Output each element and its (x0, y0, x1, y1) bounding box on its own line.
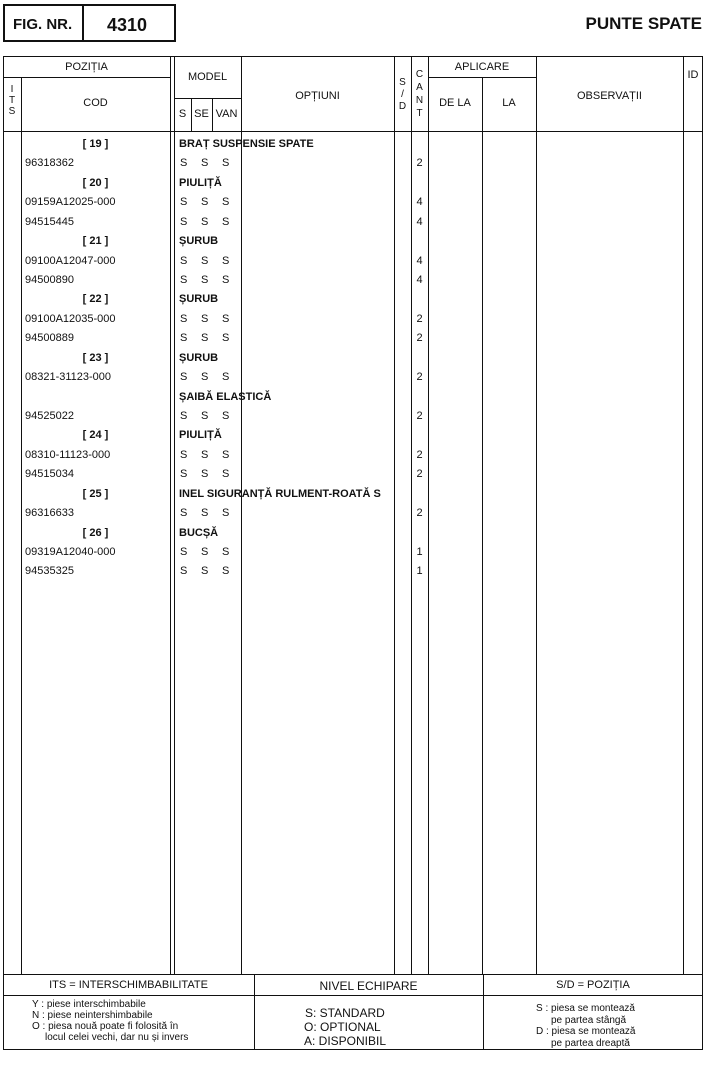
fig-label: FIG. NR. (13, 16, 73, 33)
quantity-value: 1 (416, 546, 423, 559)
legend-its-line: N : piese neintershimbabile (32, 1010, 153, 1021)
position-description: PIULIȚĂ (179, 429, 222, 442)
model-se-value: S (201, 546, 209, 559)
legend-its-line: Y : piese interschimbabile (32, 999, 146, 1010)
model-se-value: S (201, 196, 209, 209)
quantity-value: 2 (416, 507, 423, 520)
position-description: BRAȚ SUSPENSIE SPATE (179, 138, 314, 150)
legend-sd-list (536, 1003, 696, 1049)
header-la: LA (502, 97, 516, 109)
model-s-value: S (180, 332, 188, 345)
header-model: MODEL (187, 71, 228, 83)
quantity-value: 2 (416, 468, 423, 481)
header-its-char: T (8, 95, 16, 106)
model-se-value: S (201, 215, 209, 228)
col-div-cant (428, 56, 429, 974)
legend-sd-line: pe partea dreaptă (551, 1037, 630, 1049)
position-number: [ 19 ] (82, 138, 109, 150)
header-cant-char: T (416, 108, 423, 119)
part-code: 94500890 (25, 274, 74, 286)
col-div-optiuni (394, 56, 395, 974)
part-code: 94525022 (25, 410, 74, 423)
header-id: ID (687, 69, 699, 81)
part-code: 09100A12047-000 (25, 254, 116, 267)
model-se-value: S (201, 157, 209, 170)
model-s-value: S (180, 507, 188, 520)
col-div-dela (482, 77, 483, 974)
position-number: [ 22 ] (82, 293, 109, 306)
header-its (3, 84, 21, 117)
quantity-value: 4 (416, 215, 423, 228)
quantity-value: 4 (416, 196, 423, 209)
part-code: 09159A12025-000 (25, 196, 116, 209)
header-rule-top (3, 77, 170, 78)
model-s-value: S (180, 371, 188, 384)
model-s-value: S (180, 546, 188, 559)
position-number: [ 26 ] (82, 526, 109, 539)
model-van-value: S (222, 507, 230, 520)
model-s-value: S (180, 254, 188, 267)
page-title: PUNTE SPATE (585, 14, 702, 33)
col-div-model-right (241, 56, 242, 974)
legend-sd-line: S : piesa se montează (536, 1003, 635, 1014)
part-code: 09100A12035-000 (25, 312, 116, 325)
header-sd-char: / (401, 89, 404, 100)
position-number: [ 20 ] (82, 176, 109, 189)
model-van-value: S (222, 215, 230, 228)
model-s-value: S (180, 274, 188, 286)
model-se-value: S (201, 507, 209, 520)
header-cant (411, 68, 428, 120)
header-bottom-rule (3, 131, 703, 132)
model-van-value: S (222, 410, 230, 423)
legend-sd-line: pe partea stângă (551, 1014, 627, 1026)
col-div-cod (170, 56, 171, 974)
header-cant-char: N (415, 95, 424, 106)
quantity-value: 2 (416, 371, 423, 384)
model-s-value: S (180, 196, 188, 209)
header-cod: COD (83, 97, 108, 109)
quantity-value: 1 (416, 565, 423, 578)
header-cant-char: A (416, 82, 423, 93)
header-model-se: SE (194, 108, 209, 120)
model-s-value: S (180, 312, 188, 325)
position-description: BUCȘĂ (179, 526, 219, 539)
model-s-value: S (180, 157, 188, 170)
header-sd (394, 77, 411, 113)
quantity-value: 2 (416, 448, 423, 461)
model-van-value: S (222, 468, 230, 481)
model-se-value: S (201, 254, 209, 267)
header-its-char: S (8, 106, 16, 117)
model-van-value: S (222, 196, 230, 209)
header-pozitia: POZIȚIA (65, 61, 108, 73)
model-se-value: S (201, 565, 209, 578)
part-code: 08310-11123-000 (25, 448, 111, 461)
model-van-value: S (222, 565, 230, 578)
legend-nivel-line: O: OPTIONAL (304, 1020, 381, 1034)
part-code: 08321-31123-000 (25, 371, 112, 384)
model-van-value: S (222, 157, 230, 170)
header-its-char: I (10, 84, 14, 95)
model-se-value: S (201, 410, 209, 423)
model-van-value: S (222, 332, 230, 345)
model-s-value: S (180, 448, 188, 461)
fig-number-box (82, 4, 176, 42)
part-code: 94500889 (25, 332, 74, 345)
header-aplicare: APLICARE (454, 61, 510, 73)
position-description: ȘAIBĂ ELASTICĂ (179, 390, 272, 403)
model-s-value: S (180, 468, 188, 481)
model-se-value: S (201, 468, 209, 481)
col-div-its (21, 77, 22, 974)
model-se-value: S (201, 448, 209, 461)
header-rule-model (174, 98, 241, 99)
part-code: 94535325 (25, 565, 74, 578)
legend-its-title: ITS = INTERSCHIMBABILITATE (49, 979, 208, 991)
quantity-value: 2 (416, 332, 423, 345)
col-div-obs (683, 56, 684, 974)
model-s-value: S (180, 410, 188, 423)
model-van-value: S (222, 371, 230, 384)
position-number: [ 25 ] (82, 487, 109, 500)
position-number: [ 21 ] (82, 235, 109, 248)
model-van-value: S (222, 312, 230, 325)
legend-nivel-title: NIVEL ECHIPARE (319, 979, 418, 993)
header-optiuni: OPȚIUNI (295, 90, 340, 102)
part-code: 09319A12040-000 (25, 546, 116, 559)
header-model-s: S (178, 108, 187, 120)
part-code: 96318362 (25, 157, 74, 170)
footer-title-rule (3, 995, 703, 996)
fig-label-box (3, 4, 82, 42)
header-sd-char: S (399, 77, 406, 88)
header-de-la: DE LA (439, 97, 471, 109)
legend-sd-line: D : piesa se montează (536, 1026, 636, 1037)
legend-nivel-line: A: DISPONIBIL (304, 1034, 387, 1048)
quantity-value: 2 (416, 410, 423, 423)
position-number: [ 24 ] (82, 429, 109, 442)
legend-nivel-list (304, 1006, 454, 1048)
model-se-value: S (201, 371, 209, 384)
model-van-value: S (222, 448, 230, 461)
part-code: 94515034 (25, 468, 74, 481)
header-observatii: OBSERVAȚII (576, 90, 642, 102)
legend-its-line: O : piesa nouă poate fi folosită în (32, 1021, 179, 1032)
model-se-value: S (201, 274, 209, 286)
model-s-value: S (180, 565, 188, 578)
legend-nivel-line: S: STANDARD (305, 1006, 385, 1020)
quantity-value: 4 (416, 274, 423, 286)
model-van-value: S (222, 254, 230, 267)
quantity-value: 2 (416, 157, 423, 170)
quantity-value: 4 (416, 254, 423, 267)
header-model-van: VAN (215, 108, 238, 120)
legend-sd-title: S/D = POZIȚIA (556, 979, 630, 991)
footer-top-rule (3, 974, 703, 975)
position-description: ȘURUB (179, 235, 219, 248)
header-cant-char: C (415, 69, 424, 80)
fig-number: 4310 (107, 15, 148, 35)
position-number: [ 23 ] (82, 351, 109, 364)
model-se-value: S (201, 312, 209, 325)
col-div-model-left (174, 56, 175, 974)
part-code: 94515445 (25, 215, 74, 228)
position-description: PIULIȚĂ (179, 176, 222, 189)
position-description: INEL SIGURANȚĂ RULMENT-ROATĂ S (179, 487, 381, 500)
model-se-value: S (201, 332, 209, 345)
model-s-value: S (180, 215, 188, 228)
col-div-la (536, 56, 537, 974)
model-van-value: S (222, 546, 230, 559)
legend-its-line: locul celei vechi, dar nu și invers (45, 1032, 189, 1043)
legend-its-list (32, 999, 252, 1043)
header-sd-char: D (398, 101, 407, 112)
position-description: ȘURUB (179, 293, 219, 306)
model-van-value: S (222, 274, 230, 286)
position-description: ȘURUB (179, 351, 219, 364)
quantity-value: 2 (416, 312, 423, 325)
part-code: 96316633 (25, 507, 74, 520)
